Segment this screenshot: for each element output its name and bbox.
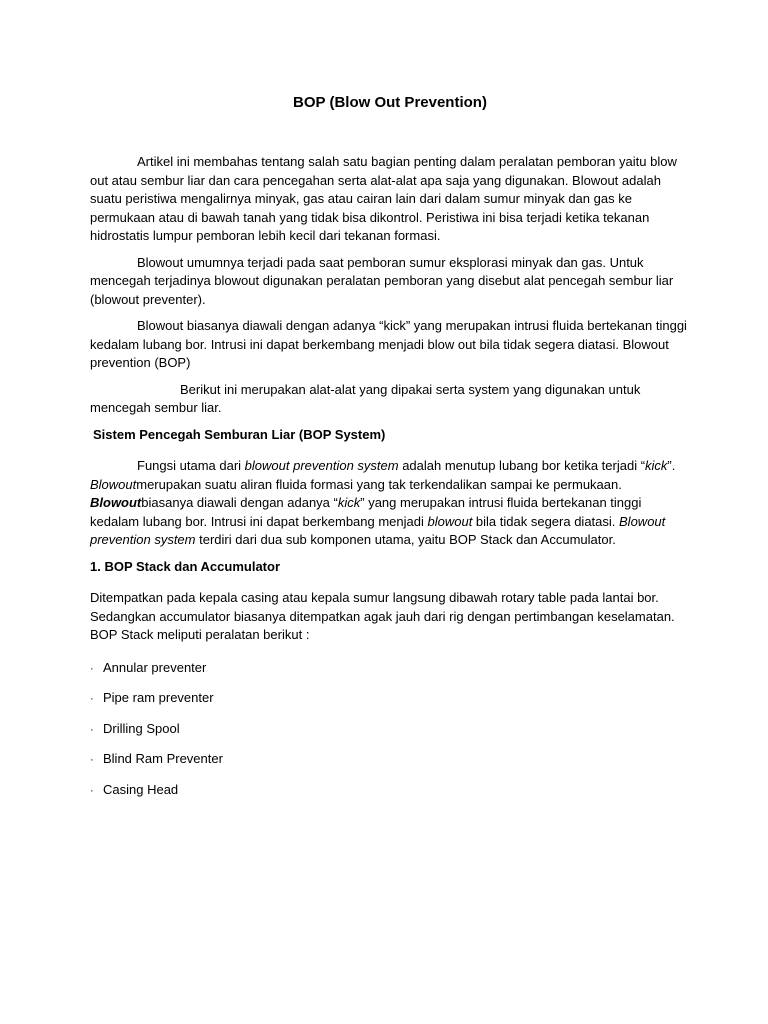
paragraph-bop-function [90, 457, 690, 550]
bop-stack-equipment-list [90, 659, 690, 801]
paragraph-intro: Artikel ini membahas tentang salah satu bagian penting dalam peralatan pemboran yaitu blow out atau sembur liar dan cara pencegahan serta alat-alat apa saja yang digunakan. Blowout adalah suatu peristiwa mengalirnya minyak, gas atau cairan lain dari dalam sumur minyak dan gas ke permukaan atau di bawah tanah yang tidak bisa dikontrol. Peristiwa ini bisa terjadi ketika tekanan hidrostatis lumpur pemboran lebih kecil dari tekanan formasi. [90, 154, 677, 243]
italic-span: Blowout prevention system [90, 513, 666, 547]
text-span: bila tidak segera diatasi. [472, 513, 620, 529]
text-span: adalah menutup lubang bor ketika terjadi “ [398, 458, 646, 473]
list-item-label: Drilling Spool [103, 720, 180, 736]
list-item [90, 781, 690, 801]
bullet-icon: · [90, 754, 94, 766]
paragraph-blowout-exploration: Blowout umumnya terjadi pada saat pemboran sumur eksplorasi minyak dan gas. Untuk mencegah terjadinya blowout digunakan peralatan pemboran yang disebut alat pencegah sembur liar (blowout preventer). [90, 254, 674, 307]
italic-span: kick [645, 458, 668, 473]
list-item-label: Annular preventer [103, 659, 207, 675]
text-span: terdiri dari dua sub komponen utama, yaitu BOP Stack dan Accumulator. [195, 532, 616, 547]
section-heading-bop-stack: 1. BOP Stack dan Accumulator [90, 558, 281, 574]
text-span: ”. [667, 458, 676, 473]
text-span: ” yang merupakan intrusi fluida bertekanan tinggi kedalam lubang bor. Intrusi ini dapat berkembang menjadi [90, 495, 642, 529]
italic-span: blowout [427, 513, 473, 529]
paragraph-kick: Blowout biasanya diawali dengan adanya “kick” yang merupakan intrusi fluida bertekanan tinggi kedalam lubang bor. Intrusi ini dapat berkembang menjadi blow out bila tidak segera diatasi. Blowout prevention (BOP) [90, 318, 687, 370]
bullet-icon: · [90, 784, 94, 797]
bullet-icon: · [90, 662, 94, 675]
document-body [90, 93, 690, 811]
italic-span: Blowout [90, 476, 137, 492]
text-span: merupakan suatu aliran fluida formasi yang tak terkendalikan sampai ke permukaan. [136, 476, 622, 492]
italic-span: kick [337, 495, 361, 510]
section-heading-bop-system: Sistem Pencegah Semburan Liar (BOP System) [93, 426, 386, 442]
list-item [90, 720, 690, 740]
list-item-label: Pipe ram preventer [103, 690, 214, 705]
list-item-label: Blind Ram Preventer [103, 751, 223, 766]
list-item [90, 750, 690, 770]
italic-span: blowout prevention system [244, 458, 399, 473]
bullet-icon: · [90, 723, 94, 736]
text-span: biasanya diawali dengan adanya “ [141, 495, 338, 510]
list-item [90, 689, 690, 709]
paragraph-equipment-intro: Berikut ini merupakan alat-alat yang dipakai serta system yang digunakan untuk mencegah sembur liar. [90, 381, 641, 415]
paragraph-bop-stack-location: Ditempatkan pada kepala casing atau kepala sumur langsung dibawah rotary table pada lantai bor. Sedangkan accumulator biasanya ditempatkan agak jauh dari rig dengan pertimbangan keselamatan. BOP Stack meliputi peralatan berikut : [90, 590, 675, 642]
text-span: Fungsi utama dari [137, 458, 245, 473]
list-item [90, 659, 690, 679]
list-item-label: Casing Head [103, 781, 179, 797]
document-title: BOP (Blow Out Prevention) [293, 94, 487, 111]
italic-span: Blowout [90, 495, 142, 510]
bold-italic-span [90, 495, 141, 510]
bullet-icon: · [90, 693, 94, 705]
